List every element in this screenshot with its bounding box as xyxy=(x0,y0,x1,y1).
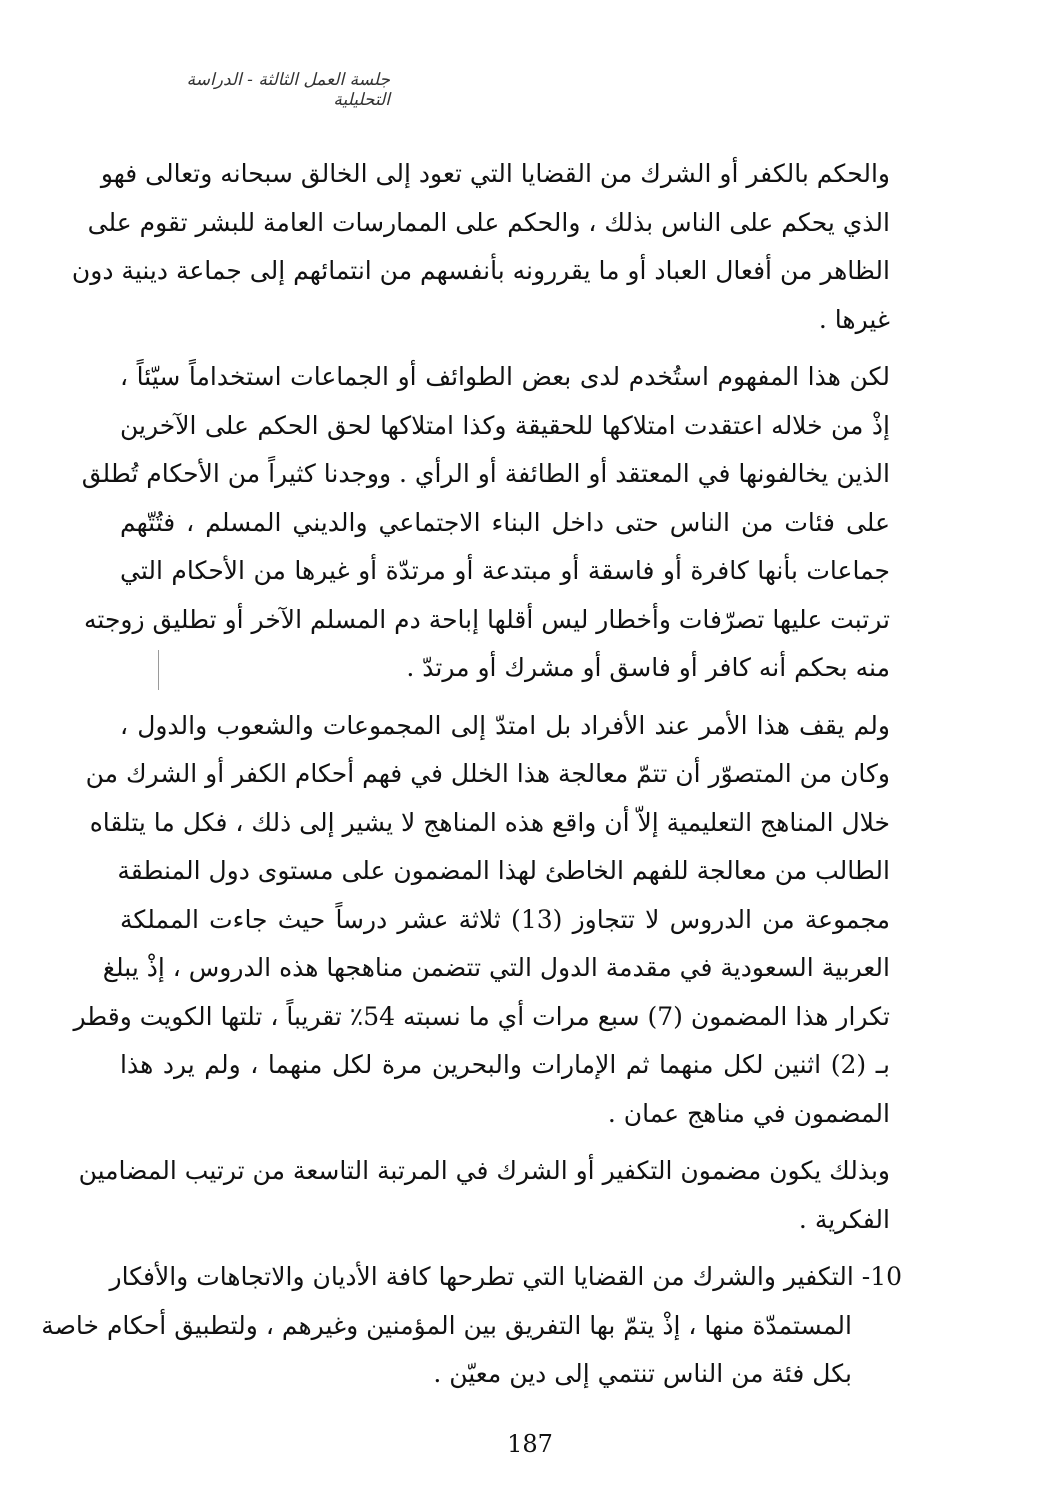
paragraph-2 xyxy=(81,353,890,693)
text-line: على فئات من الناس حتى داخل البناء الاجتماعي والديني المسلم ، فتُتّهم xyxy=(120,507,890,537)
text-line: خلال المناهج التعليمية إلاّ أن واقع هذه المناهج لا يشير إلى ذلك ، فكل ما يتلقاه xyxy=(89,807,890,837)
text-line: جماعات بأنها كافرة أو فاسقة أو مبتدعة أو مرتدّة أو غيرها من الأحكام التي xyxy=(120,556,890,585)
numbered-item-10 xyxy=(41,1253,902,1399)
text-line: الطالب من معالجة للفهم الخاطئ لهذا المضمون على مستوى دول المنطقة xyxy=(117,856,890,885)
text-line: الذين يخالفونها في المعتقد أو الطائفة أو الرأي . ووجدنا كثيراً من الأحكام تُطلق xyxy=(81,459,890,488)
text-line: منه بحكم أنه كافر أو فاسق أو مشرك أو مرتدّ . xyxy=(406,653,890,682)
text-line: إذْ من خلاله اعتقدت امتلاكها للحقيقة وكذا امتلاكها لحق الحكم على الآخرين xyxy=(120,410,890,440)
text-line: بكل فئة من الناس تنتمي إلى دين معيّن . xyxy=(433,1359,852,1388)
body-text xyxy=(41,150,902,1399)
text-line: ترتبت عليها تصرّفات وأخطار ليس أقلها إباحة دم المسلم الآخر أو تطليق زوجته xyxy=(84,604,890,634)
text-line: الظاهر من أفعال العباد أو ما يقررونه بأنفسهم من انتمائهم إلى جماعة دينية دون xyxy=(71,256,890,285)
text-line: المستمدّة منها ، إذْ يتمّ بها التفريق بين المؤمنين وغيرهم ، ولتطبيق أحكام خاصة xyxy=(41,1310,852,1340)
text-line: الذي يحكم على الناس بذلك ، والحكم على الممارسات العامة للبشر تقوم على xyxy=(87,207,890,237)
scan-margin-mark xyxy=(158,650,159,690)
text-line: بـ (2) اثنين لكل منهما ثم الإمارات والبحرين مرة لكل منهما ، ولم يرد هذا xyxy=(120,1050,890,1079)
text-line: 10- التكفير والشرك من القضايا التي تطرحها كافة الأديان والاتجاهات والأفكار xyxy=(109,1262,902,1291)
paragraph-3 xyxy=(73,702,890,1139)
text-line: لكن هذا المفهوم استُخدم لدى بعض الطوائف أو الجماعات استخداماً سيّئاً ، xyxy=(120,362,890,391)
text-line: والحكم بالكفر أو الشرك من القضايا التي تعود إلى الخالق سبحانه وتعالى فهو xyxy=(100,159,890,188)
text-line: الفكرية . xyxy=(798,1204,890,1234)
text-line: مجموعة من الدروس لا تتجاوز (13) ثلاثة عشر درساً حيث جاءت المملكة xyxy=(120,904,890,934)
text-line: غيرها . xyxy=(818,304,890,334)
text-line: المضمون في مناهج عمان . xyxy=(607,1098,890,1128)
paragraph-1 xyxy=(71,150,890,344)
running-header: جلسة العمل الثالثة - الدراسة التحليلية xyxy=(186,70,390,110)
paragraph-4 xyxy=(78,1147,890,1244)
page-number: 187 xyxy=(507,1430,553,1458)
text-line: وكان من المتصوّر أن تتمّ معالجة هذا الخلل في فهم أحكام الكفر أو الشرك من xyxy=(85,759,890,788)
text-line: العربية السعودية في مقدمة الدول التي تتضمن مناهجها هذه الدروس ، إذْ يبلغ xyxy=(102,953,890,982)
text-line: تكرار هذا المضمون (7) سبع مرات أي ما نسبته 54٪ تقريباً ، تلتها الكويت وقطر xyxy=(73,1001,890,1031)
text-line: ولم يقف هذا الأمر عند الأفراد بل امتدّ إلى المجموعات والشعوب والدول ، xyxy=(120,710,890,740)
text-line: وبذلك يكون مضمون التكفير أو الشرك في المرتبة التاسعة من ترتيب المضامين xyxy=(78,1156,890,1185)
